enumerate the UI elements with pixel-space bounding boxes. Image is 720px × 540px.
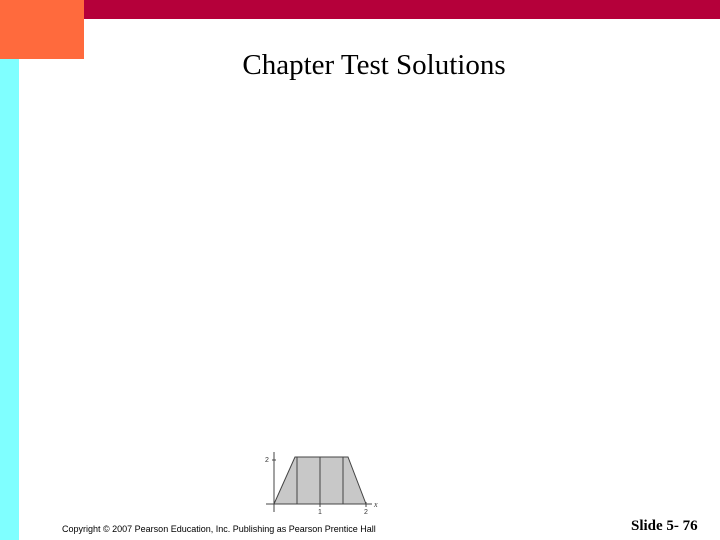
x-tick-label: 2 <box>364 509 368 516</box>
left-accent-bar <box>0 59 19 540</box>
slide-number: Slide 5- 76 <box>631 518 698 534</box>
x-tick-label: 1 <box>318 509 322 516</box>
x-axis-label: x <box>374 500 378 509</box>
slide-title: Chapter Test Solutions <box>242 49 506 81</box>
top-accent-bar <box>84 0 720 19</box>
y-tick-label: 2 <box>265 457 269 464</box>
copyright-notice: Copyright © 2007 Pearson Education, Inc. Publishing as Pearson Prentice Hall <box>62 524 376 534</box>
trapezoid-area-figure <box>262 452 384 516</box>
